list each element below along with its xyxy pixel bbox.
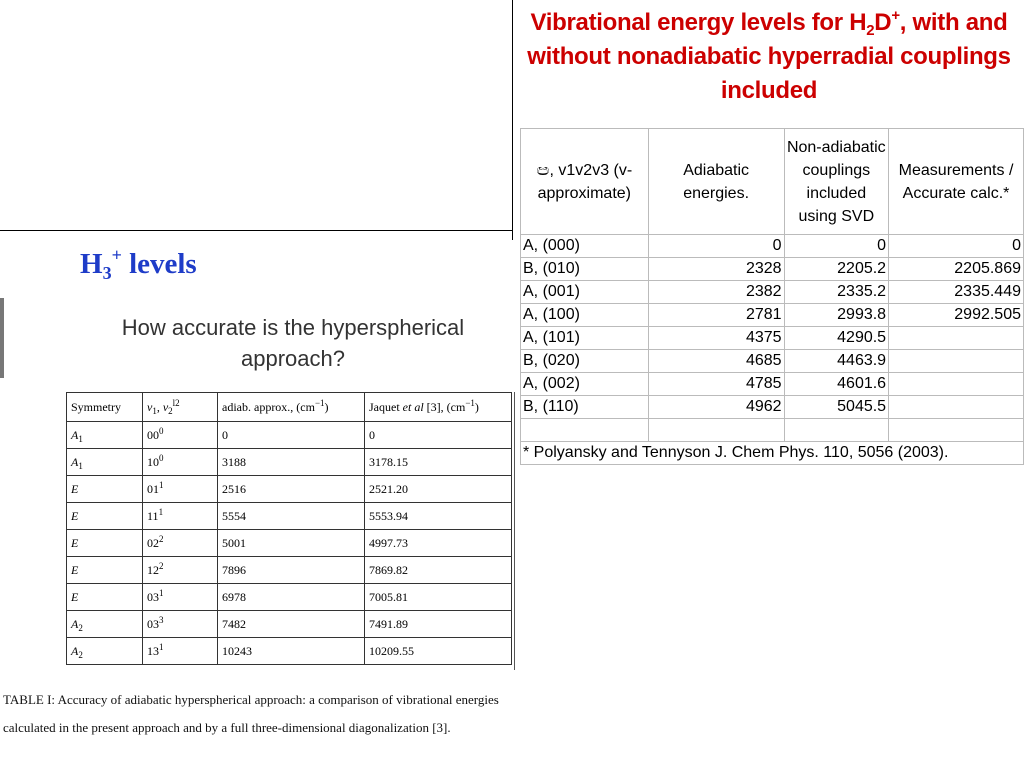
table-caption — [3, 686, 603, 742]
adiabatic-cell: 7482 — [218, 611, 365, 638]
table-cell: B, (020) — [521, 350, 649, 373]
table-cell: 4685 — [648, 350, 784, 373]
table-row — [521, 396, 1024, 419]
symmetry-cell: $A_2$ — [67, 611, 143, 638]
h2d-title: Vibrational energy levels for $H_2D^+$, with and without nonadiabatic hyperradial couplings included — [527, 7, 1011, 104]
quantum-numbers-cell: $02^2$ — [143, 530, 218, 557]
table-cell — [889, 396, 1024, 419]
table-cell — [889, 327, 1024, 350]
header-symmetry-cell: Symmetry — [67, 393, 143, 422]
table-cell: 0 — [784, 235, 889, 258]
table-cell: 2993.8 — [784, 304, 889, 327]
symmetry-cell: E — [67, 584, 143, 611]
table-row — [521, 373, 1024, 396]
table-side-rule — [514, 392, 515, 670]
caption-line-1: TABLE I: Accuracy of adiabatic hyperspherical approach: a comparison of vibrational energies — [3, 692, 499, 707]
table-cell: 2328 — [648, 258, 784, 281]
adiabatic-cell: 2516 — [218, 476, 365, 503]
symmetry-cell: $A_1$ — [67, 422, 143, 449]
table-cell — [521, 419, 649, 442]
table-header-row — [521, 129, 1024, 235]
h3-title: $H_3^+$ levels — [80, 245, 197, 283]
adiabatic-cell: 5554 — [218, 503, 365, 530]
table-cell: A, (100) — [521, 304, 649, 327]
table-cell: 4601.6 — [784, 373, 889, 396]
vertical-divider — [512, 0, 513, 240]
adiabatic-cell: 0 — [218, 422, 365, 449]
h3-accuracy-table — [66, 392, 512, 665]
table-cell: 2992.505 — [889, 304, 1024, 327]
table-row — [67, 476, 512, 503]
left-edge-bar — [0, 298, 4, 378]
header-quantum-numbers-cell: $v_1$, $v_2^{l2}$ — [143, 393, 218, 422]
symmetry-cell: E — [67, 557, 143, 584]
table-cell — [889, 419, 1024, 442]
quantum-numbers-cell: $00^0$ — [143, 422, 218, 449]
table-row — [521, 281, 1024, 304]
quantum-numbers-cell: $11^1$ — [143, 503, 218, 530]
table-row — [67, 611, 512, 638]
table-row — [521, 304, 1024, 327]
table-row — [521, 258, 1024, 281]
table-cell: 4290.5 — [784, 327, 889, 350]
table-cell: 2781 — [648, 304, 784, 327]
quantum-numbers-cell: $12^2$ — [143, 557, 218, 584]
quantum-numbers-cell: $03^3$ — [143, 611, 218, 638]
header-jaquet-cell: Jaquet et al [3], $(cm^{-1})$ — [365, 393, 512, 422]
adiabatic-cell: 10243 — [218, 638, 365, 665]
table-cell: A, (101) — [521, 327, 649, 350]
jaquet-cell: 0 — [365, 422, 512, 449]
jaquet-cell: 4997.73 — [365, 530, 512, 557]
adiabatic-cell: 3188 — [218, 449, 365, 476]
symmetry-cell: $A_1$ — [67, 449, 143, 476]
table-row — [67, 449, 512, 476]
table-cell: 4962 — [648, 396, 784, 419]
jaquet-cell: 3178.15 — [365, 449, 512, 476]
jaquet-cell: 2521.20 — [365, 476, 512, 503]
subtitle: How accurate is the hyperspherical approach? — [121, 315, 465, 371]
header-adiabatic-cell: Adiabatic energies. — [648, 129, 784, 235]
caption-line-2: calculated in the present approach and by a full three-dimensional diagonalization [3]. — [3, 720, 451, 735]
table-row — [67, 638, 512, 665]
quantum-numbers-cell: $13^1$ — [143, 638, 218, 665]
table-row — [67, 584, 512, 611]
table-cell — [648, 419, 784, 442]
table-cell: 0 — [889, 235, 1024, 258]
table-cell: A, (002) — [521, 373, 649, 396]
table-cell: 2335.449 — [889, 281, 1024, 304]
table-cell: 4785 — [648, 373, 784, 396]
table-cell: 0 — [648, 235, 784, 258]
symmetry-cell: $A_2$ — [67, 638, 143, 665]
symmetry-cell: E — [67, 503, 143, 530]
footnote-cell: * Polyansky and Tennyson J. Chem Phys. 110, 5056 (2003). — [521, 442, 1024, 465]
table-cell — [889, 350, 1024, 373]
jaquet-cell: 7869.82 — [365, 557, 512, 584]
table-row — [521, 235, 1024, 258]
jaquet-cell: 10209.55 — [365, 638, 512, 665]
table-row — [67, 503, 512, 530]
symmetry-cell: E — [67, 530, 143, 557]
quantum-numbers-cell: $03^1$ — [143, 584, 218, 611]
table-row — [67, 422, 512, 449]
table-cell: A, (001) — [521, 281, 649, 304]
h2d-levels-table — [520, 128, 1024, 465]
table-cell: B, (010) — [521, 258, 649, 281]
header-measurements-cell: Measurements / Accurate calc.* — [889, 129, 1024, 235]
table-cell: B, (110) — [521, 396, 649, 419]
table-cell — [889, 373, 1024, 396]
adiabatic-cell: 5001 — [218, 530, 365, 557]
table-row — [67, 557, 512, 584]
table-cell: 2335.2 — [784, 281, 889, 304]
header-nonadiabatic-cell: Non-adiabatic couplings included using SVD — [784, 129, 889, 235]
table-cell — [784, 419, 889, 442]
table-row — [521, 350, 1024, 373]
table-cell: 4463.9 — [784, 350, 889, 373]
table-footnote-row — [521, 442, 1024, 465]
table-cell: 4375 — [648, 327, 784, 350]
header-symmetry-cell: ඏ, v1v2v3 (v-approximate) — [521, 129, 649, 235]
table-cell: 2382 — [648, 281, 784, 304]
quantum-numbers-cell: $10^0$ — [143, 449, 218, 476]
quantum-numbers-cell: $01^1$ — [143, 476, 218, 503]
table-row — [521, 327, 1024, 350]
adiabatic-cell: 6978 — [218, 584, 365, 611]
table-header-row — [67, 393, 512, 422]
horizontal-divider — [0, 230, 512, 231]
header-adiabatic-cell: adiab. approx., $(cm^{-1})$ — [218, 393, 365, 422]
table-row-empty — [521, 419, 1024, 442]
jaquet-cell: 7005.81 — [365, 584, 512, 611]
table-row — [67, 530, 512, 557]
table-cell: A, (000) — [521, 235, 649, 258]
table-cell: 2205.869 — [889, 258, 1024, 281]
table-cell: 2205.2 — [784, 258, 889, 281]
jaquet-cell: 7491.89 — [365, 611, 512, 638]
jaquet-cell: 5553.94 — [365, 503, 512, 530]
adiabatic-cell: 7896 — [218, 557, 365, 584]
table-cell: 5045.5 — [784, 396, 889, 419]
symmetry-cell: E — [67, 476, 143, 503]
